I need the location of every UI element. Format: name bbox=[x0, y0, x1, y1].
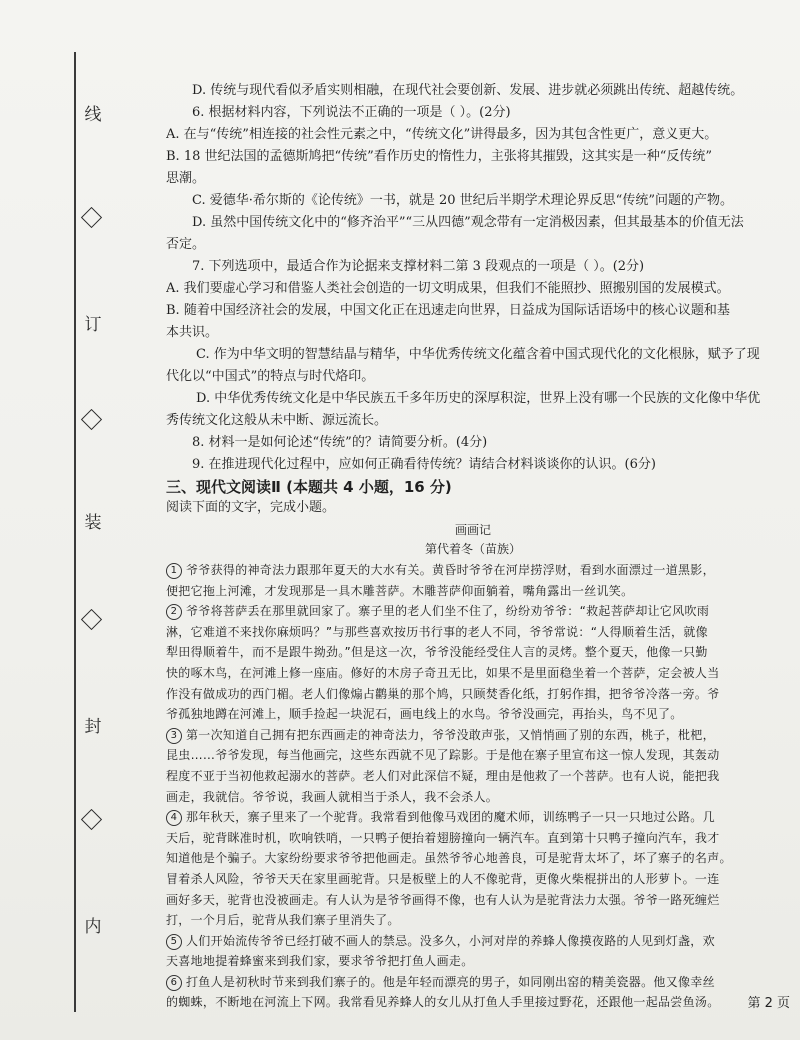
story-line: 天喜地地提着蜂蜜来到我们家，要求爷爷把打鱼人画走。 bbox=[166, 954, 474, 969]
q6-option-b-line1: B. 18 世纪法国的孟德斯鸠把“传统”看作历史的惰性力，主张将其摧毁，这其实是一种“反传统” bbox=[166, 149, 713, 164]
story-paragraph-3 bbox=[166, 725, 780, 746]
story-line: 冒着杀人风险，爷爷天天在家里画驼背。只是板壁上的人不像驼背，更像火柴棍拼出的人形萝卜。一连 bbox=[166, 871, 720, 886]
section-instruction: 阅读下面的文字，完成小题。 bbox=[166, 500, 336, 515]
story-line: 爷孤独地蹲在河滩上，顺手捡起一块泥石，画电线上的水鸟。爷爷没画完，再抬头，鸟不见了。 bbox=[166, 707, 683, 722]
q6-option-b-line2: 思潮。 bbox=[166, 171, 206, 186]
paragraph-number: 3 bbox=[166, 728, 182, 744]
diamond-marker bbox=[81, 609, 102, 630]
q7-option-b-line1: B. 随着中国经济社会的发展，中国文化正在迅速走向世界，日益成为国际话语场中的核心议题和基 bbox=[166, 303, 730, 318]
story-paragraph-5 bbox=[166, 931, 780, 952]
q6-option-c: C. 爱德华·希尔斯的《论传统》一书，就是 20 世纪后半期学术理论界反思“传统”问题的产物。 bbox=[192, 193, 733, 208]
q6-option-d-line2: 否定。 bbox=[166, 237, 206, 252]
story-paragraph-4 bbox=[166, 807, 780, 828]
diamond-marker bbox=[81, 409, 102, 430]
story-line: 打鱼人是初秋时节来到我们寨子的。他是年轻而漂亮的男子，如同刚出窑的精美瓷器。他又像幸丝 bbox=[186, 974, 715, 989]
story-line: 打，一个月后，驼背从我们寨子里消失了。 bbox=[166, 913, 400, 928]
q7-option-a: A. 我们要虚心学习和借鉴人类社会创造的一切文明成果，但我们不能照抄、照搬别国的发展模式。 bbox=[166, 281, 730, 296]
story-line: 画走，我就信。爷爷说，我画人就相当于杀人，我不会杀人。 bbox=[166, 789, 499, 804]
story-line: 第一次知道自己拥有把东西画走的神奇法力，爷爷没敢声张，又悄悄画了别的东西，桃子，枇杷， bbox=[186, 727, 715, 742]
q7-option-d-line2: 秀传统文化这般从未中断、源远流长。 bbox=[166, 413, 388, 428]
paragraph-number: 4 bbox=[166, 810, 182, 826]
story-line: 那年秋天，寨子里来了一个驼背。我常看到他像马戏团的魔术师，训练鸭子一只一只地过公路。几 bbox=[186, 810, 715, 825]
diamond-marker bbox=[81, 207, 102, 228]
story-paragraph-6 bbox=[166, 972, 780, 993]
margin-label-xian: 线 bbox=[84, 105, 102, 125]
story-line: 昆虫……爷爷发现，每当他画完，这些东西就不见了踪影。于是他在寨子里宣布这一惊人发现，其轰动 bbox=[166, 748, 720, 763]
margin-label-nei: 内 bbox=[84, 917, 102, 937]
story-line: 的蜘蛛，不断地在河流上下网。我常看见养蜂人的女儿从打鱼人手里接过野花，还跟他一起品尝鱼汤。 bbox=[166, 995, 720, 1010]
story-line: 便把它拖上河滩，才发现那是一具木雕菩萨。木雕菩萨仰面躺着，嘴角露出一丝讥笑。 bbox=[166, 583, 634, 598]
q7-stem: 7. 下列选项中，最适合作为论据来支撑材料二第 3 段观点的一项是（ ）。(2分) bbox=[192, 259, 645, 274]
story-line: 画好多天，驼背也没被画走。有人认为是爷爷画得不像，也有人认为是驼背法力太强。爷爷一路死缠烂 bbox=[166, 892, 720, 907]
page-number: 第 2 页 bbox=[747, 996, 790, 1011]
section-heading: 三、现代文阅读Ⅱ (本题共 4 小题，16 分) bbox=[166, 478, 452, 496]
q7-option-b-line2: 本共识。 bbox=[166, 325, 219, 340]
story-paragraph-1 bbox=[166, 560, 780, 581]
q5-option-d: D. 传统与现代看似矛盾实则相融，在现代社会要创新、发展、进步就必须跳出传统、超越传统。 bbox=[192, 83, 744, 98]
story-line: 淋，它难道不来找你麻烦吗？”与那些喜欢按历书行事的老人不同，爷爷常说：“人得顺着生活，就像 bbox=[166, 624, 708, 639]
margin-label-feng: 封 bbox=[84, 717, 102, 737]
binding-line bbox=[74, 52, 76, 1012]
paragraph-number: 2 bbox=[166, 604, 182, 620]
page-content bbox=[166, 80, 780, 1013]
q7-option-c-line1: C. 作为中华文明的智慧结晶与精华，中华优秀传统文化蕴含着中国式现代化的文化根脉，赋予了现 bbox=[196, 347, 760, 362]
q7-option-c-line2: 代化以“中国式”的特点与时代烙印。 bbox=[166, 369, 375, 384]
diamond-marker bbox=[81, 809, 102, 830]
story-line: 爷爷将菩萨丢在那里就回家了。寨子里的老人们坐不住了，纷纷劝爷爷：“救起菩萨却让它风吹雨 bbox=[186, 604, 710, 619]
q7-option-d-line1: D. 中华优秀传统文化是中华民族五千多年历史的深厚积淀，世界上没有哪一个民族的文化像中华优 bbox=[196, 391, 761, 406]
story-line: 程度不亚于当初他救起溺水的菩萨。老人们对此深信不疑，理由是他救了一个菩萨。也有人说，能把我 bbox=[166, 768, 720, 783]
story-line: 人们开始流传爷爷已经打破不画人的禁忌。没多久，小河对岸的养蜂人像摸夜路的人见到灯盏，欢 bbox=[186, 933, 715, 948]
q8: 8. 材料一是如何论述“传统”的？请简要分析。(4分) bbox=[192, 435, 488, 450]
story-author: 第代着冬（苗族） bbox=[424, 542, 521, 556]
story-line: 作没有做成功的西门楣。老人们像煽占鹳巢的那个鸠，只顾焚香化纸，打躬作揖，把爷爷冷落一旁。爷 bbox=[166, 686, 720, 701]
story-line: 知道他是个骗子。大家纷纷要求爷爷把他画走。虽然爷爷心地善良，可是驼背太坏了，坏了寨子的名声。 bbox=[166, 851, 732, 866]
q9: 9. 在推进现代化过程中，应如何正确看待传统？请结合材料谈谈你的认识。(6分) bbox=[192, 457, 656, 472]
paragraph-number: 1 bbox=[166, 563, 182, 579]
story-paragraph-2 bbox=[166, 601, 780, 622]
story-line: 犁田得顺着牛，而不是跟牛拗劲。”但是这一次，爷爷没能经受住人言的灵烤。整个夏天，他像一只勤 bbox=[166, 645, 708, 660]
paragraph-number: 6 bbox=[166, 975, 182, 991]
margin-label-ding: 订 bbox=[84, 315, 102, 335]
story-title: 画画记 bbox=[454, 523, 491, 537]
q6-option-d-line1: D. 虽然中国传统文化中的“修齐治平”“三从四德”观念带有一定消极因素，但其最基本的价值无法 bbox=[192, 215, 744, 230]
story-line: 天后，驼背眯准时机，吹响铁哨，一只鸭子便抬着翅膀撞向一辆汽车。直到第十只鸭子撞向汽车，我才 bbox=[166, 830, 720, 845]
margin-label-zhuang: 装 bbox=[84, 513, 102, 533]
q6-option-a: A. 在与“传统”相连接的社会性元素之中，“传统文化”讲得最多，因为其包含性更广，意义更大。 bbox=[166, 127, 718, 142]
story-line: 爷爷获得的神奇法力跟那年夏天的大水有关。黄昏时爷爷在河岸捞浮财，看到水面漂过一道黑影， bbox=[186, 563, 715, 577]
q6-stem: 6. 根据材料内容，下列说法不正确的一项是（ ）。(2分) bbox=[192, 105, 511, 120]
story-line: 快的啄木鸟，在河滩上修一座庙。修好的木房子奇丑无比，如果不是里面稳坐着一个菩萨，定会被人当 bbox=[166, 665, 720, 680]
paragraph-number: 5 bbox=[166, 934, 182, 950]
